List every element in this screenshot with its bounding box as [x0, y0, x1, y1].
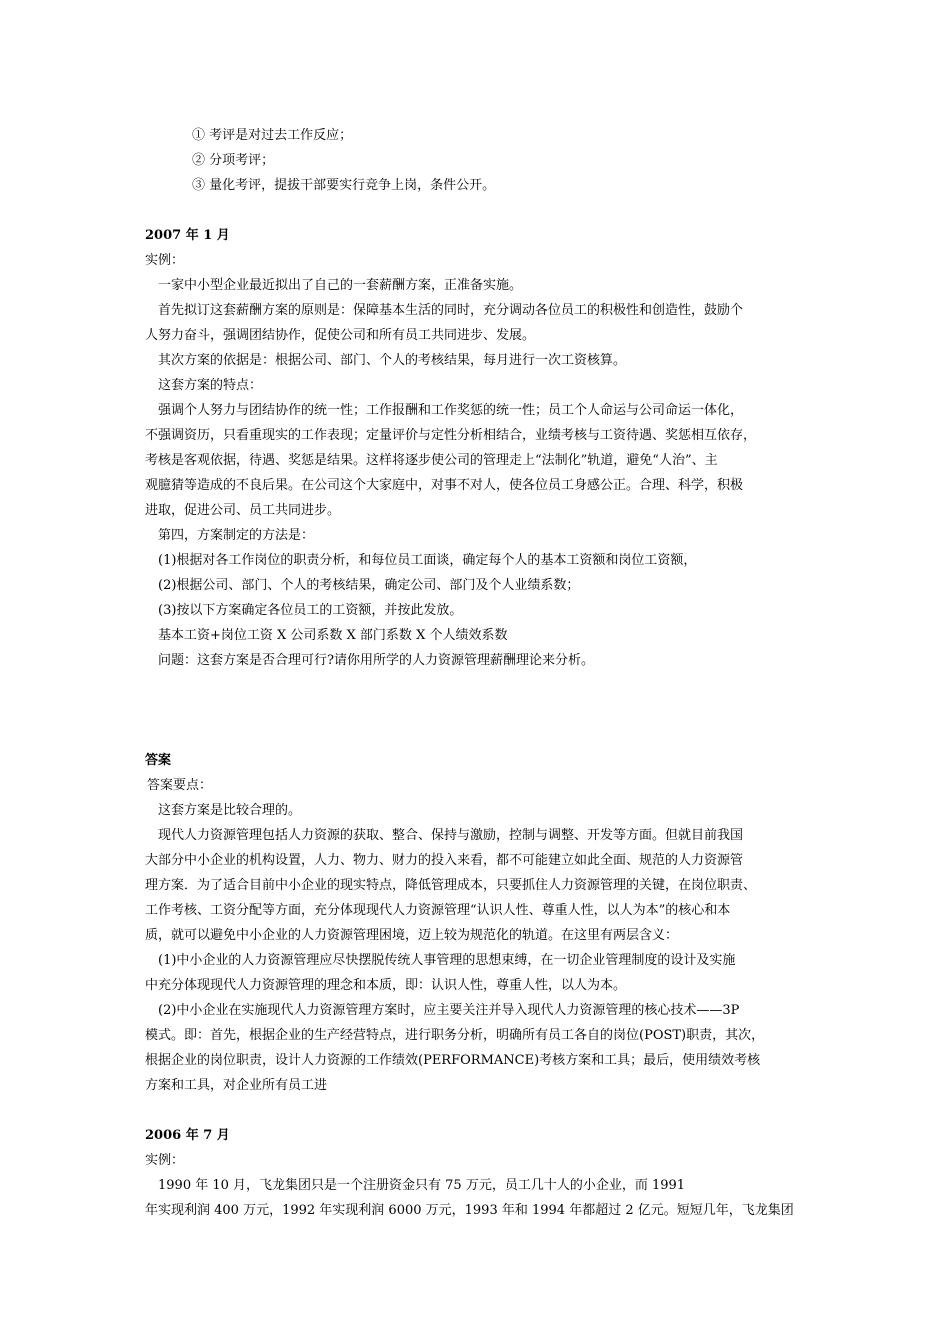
- paragraph-line: 年实现利润 400 万元，1992 年实现利润 6000 万元，1993 年和 1994 年都超过 2 亿元。短短几年，飞龙集团: [145, 1203, 794, 1218]
- paragraph-line: (3)按以下方案确定各位员工的工资额，并按此发放。: [158, 603, 463, 618]
- answer-line: (1)中小企业的人力资源管理应尽快摆脱传统人事管理的思想束缚，在一切企业管理制度的设计及实施: [158, 953, 736, 968]
- answer-line: 这套方案是比较合理的。: [158, 803, 302, 818]
- paragraph-line: 不强调资历，只看重现实的工作表现；定量评价与定性分析相结合，业绩考核与工资待遇、奖惩相互依存，: [145, 428, 757, 443]
- answer-points-label: 答案要点：: [147, 778, 213, 793]
- paragraph-line: 进取，促进公司、员工共同进步。: [145, 503, 341, 518]
- answer-line: 方案和工具，对企业所有员工进: [145, 1078, 328, 1093]
- answer-heading: 答案: [145, 753, 172, 768]
- paragraph-line: 这套方案的特点：: [158, 378, 263, 393]
- answer-line: (2)中小企业在实施现代人力资源管理方案时，应主要关注并导入现代人力资源管理的核心技术——3P: [158, 1003, 740, 1018]
- question-line: 问题：这套方案是否合理可行?请你用所学的人力资源管理薪酬理论来分析。: [158, 653, 594, 668]
- section-heading: 2006 年 7 月: [145, 1128, 230, 1143]
- section-heading: 2007 年 1 月: [145, 228, 230, 243]
- paragraph-line: 1990 年 10 月，飞龙集团只是一个注册资金只有 75 万元，员工几十人的小企业，而 1991: [158, 1178, 686, 1193]
- intro-item: ③ 量化考评，提拔干部要实行竞争上岗，条件公开。: [192, 178, 496, 193]
- answer-line: 质，就可以避免中小企业的人力资源管理困境，迈上较为规范化的轨道。在这里有两层含义：: [145, 928, 679, 943]
- answer-line: 理方案．为了适合目前中小企业的现实特点，降低管理成本，只要抓住人力资源管理的关键，在岗位职责、: [145, 878, 757, 893]
- paragraph-line: 首先拟订这套薪酬方案的原则是：保障基本生活的同时，充分调动各位员工的积极性和创造性，鼓励个: [158, 303, 744, 318]
- paragraph-line: 考核是客观依据，待遇、奖惩是结果。这样将逐步使公司的管理走上“法制化”轨道，避免“人治”、主: [145, 453, 718, 468]
- paragraph-line: 强调个人努力与团结协作的统一性；工作报酬和工作奖惩的统一性；员工个人命运与公司命运一体化，: [158, 403, 744, 418]
- answer-line: 工作考核、工资分配等方面，充分体现现代人力资源管理“认识人性、尊重人性，以人为本”的核心和本: [145, 903, 731, 918]
- paragraph-line: 第四，方案制定的方法是：: [158, 528, 315, 543]
- paragraph-line: 人努力奋斗，强调团结协作，促使公司和所有员工共同进步、发展。: [145, 328, 536, 343]
- formula-line: 基本工资+岗位工资 X 公司系数 X 部门系数 X 个人绩效系数: [158, 628, 508, 643]
- intro-item: ① 考评是对过去工作反应；: [192, 128, 353, 143]
- answer-line: 大部分中小企业的机构设置，人力、物力、财力的投入来看，都不可能建立如此全面、规范的人力资源管: [145, 853, 744, 868]
- paragraph-line: (2)根据公司、部门、个人的考核结果，确定公司、部门及个人业绩系数；: [158, 578, 580, 593]
- paragraph-line: (1)根据对各工作岗位的职责分析，和每位员工面谈，确定每个人的基本工资额和岗位工资额，: [158, 553, 697, 568]
- answer-line: 根据企业的岗位职责，设计人力资源的工作绩效(PERFORMANCE)考核方案和工具；最后，使用绩效考核: [145, 1053, 761, 1068]
- intro-item: ② 分项考评；: [192, 153, 275, 168]
- paragraph-line: 观臆猜等造成的不良后果。在公司这个大家庭中，对事不对人，使各位员工身感公正。合理、科学，积极: [145, 478, 744, 493]
- answer-line: 现代人力资源管理包括人力资源的获取、整合、保持与激励，控制与调整、开发等方面。但就目前我国: [158, 828, 744, 843]
- example-label: 实例：: [145, 253, 185, 268]
- paragraph-line: 其次方案的依据是：根据公司、部门、个人的考核结果，每月进行一次工资核算。: [158, 353, 627, 368]
- answer-line: 模式。即：首先，根据企业的生产经营特点，进行职务分析，明确所有员工各自的岗位(POST)职责，其次，: [145, 1028, 765, 1043]
- example-label: 实例：: [145, 1153, 185, 1168]
- answer-line: 中充分体现现代人力资源管理的理念和本质，即：认识人性，尊重人性，以人为本。: [145, 978, 627, 993]
- paragraph-line: 一家中小型企业最近拟出了自己的一套薪酬方案，正准备实施。: [158, 278, 523, 293]
